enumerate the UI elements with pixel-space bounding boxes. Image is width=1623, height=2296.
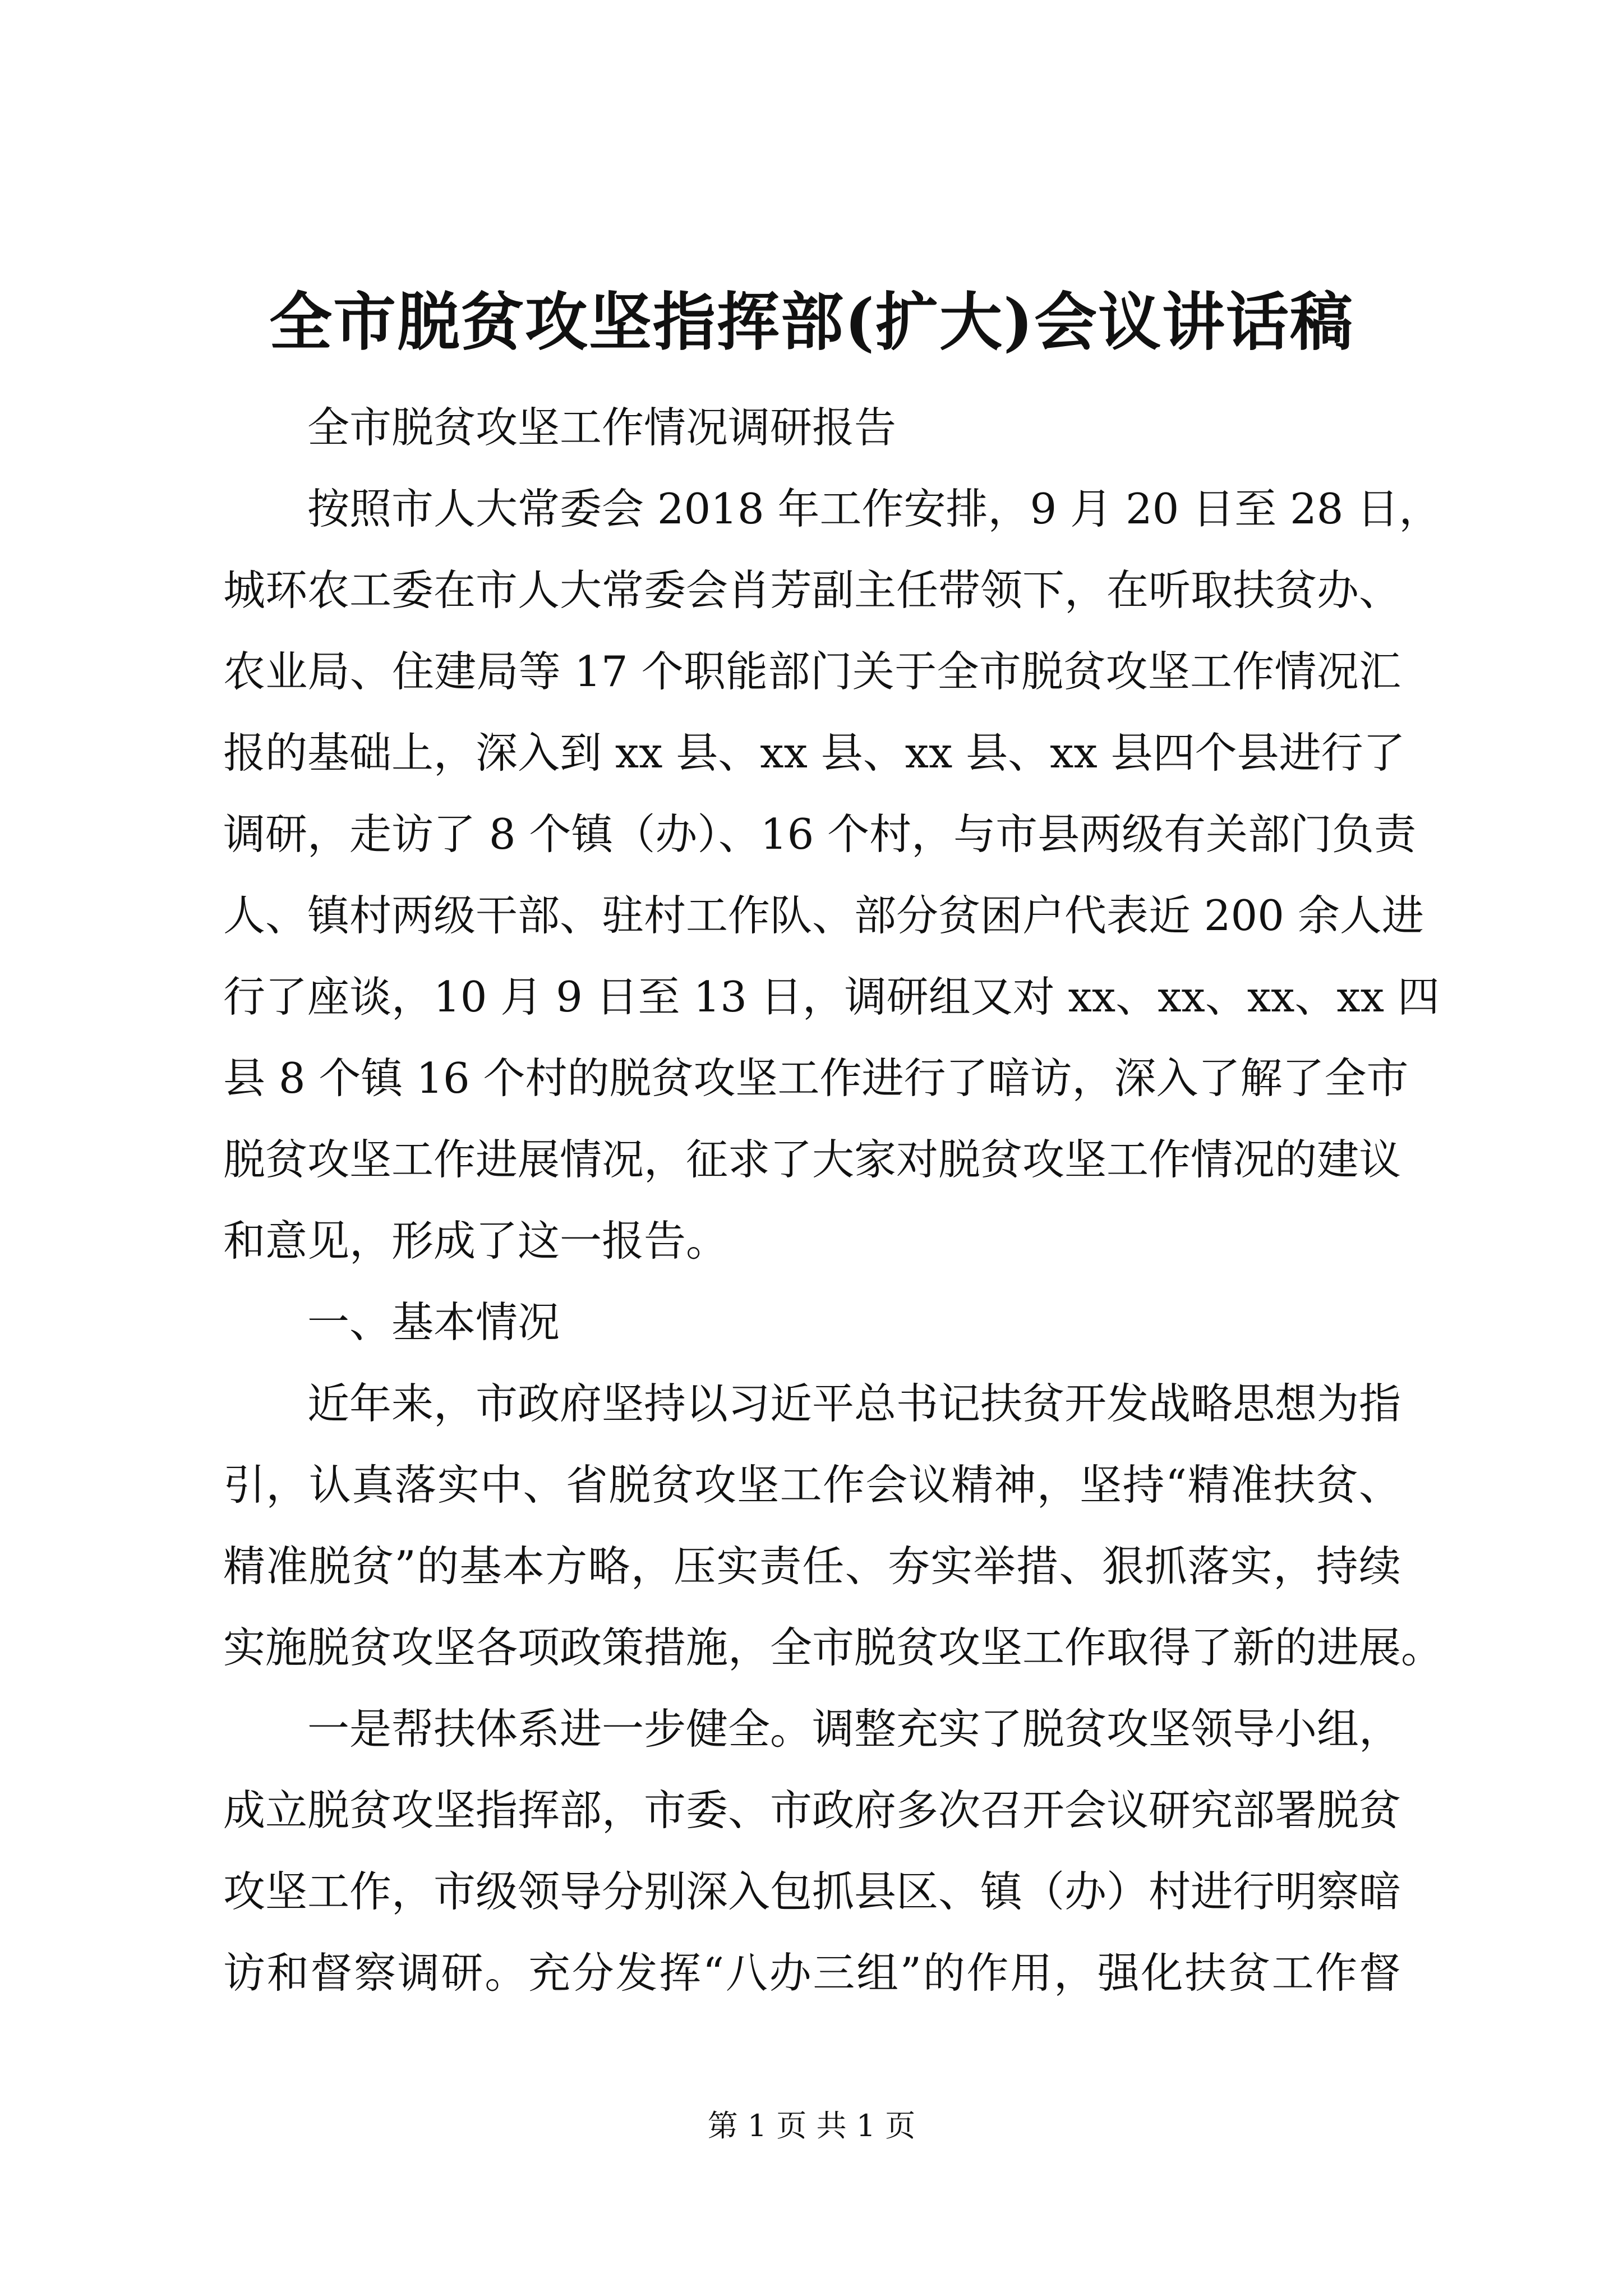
text-line: 农业局、住建局等 17 个职能部门关于全市脱贫攻坚工作情况汇: [223, 647, 1401, 696]
text-line: 和意见，形成了这一报告。: [223, 1216, 728, 1266]
text-line: 按照市人大常委会 2018 年工作安排，9 月 20 日至 28 日，: [307, 484, 1441, 533]
text-line: 县 8 个镇 16 个村的脱贫攻坚工作进行了暗访，深入了解了全市: [223, 1053, 1409, 1103]
text-line: 近年来，市政府坚持以习近平总书记扶贫开发战略思想为指: [307, 1379, 1401, 1428]
page-footer: 第 1 页 共 1 页: [707, 2108, 916, 2143]
text-line: 访和督察调研。充分发挥“八办三组”的作用，强化扶贫工作督: [223, 1948, 1401, 1998]
document-title: 全市脱贫攻坚指挥部(扩大)会议讲话稿: [269, 286, 1354, 359]
text-line: 人、镇村两级干部、驻村工作队、部分贫困户代表近 200 余人进: [223, 891, 1424, 940]
text-line: 行了座谈，10 月 9 日至 13 日，调研组又对 xx、xx、xx、xx 四: [223, 972, 1440, 1022]
text-line: 脱贫攻坚工作进展情况，征求了大家对脱贫攻坚工作情况的建议: [223, 1135, 1401, 1184]
text-line: 城环农工委在市人大常委会肖芳副主任带领下，在听取扶贫办、: [223, 565, 1401, 615]
text-line: 精准脱贫”的基本方略，压实责任、夯实举措、狠抓落实，持续: [223, 1542, 1401, 1591]
text-line: 引，认真落实中、省脱贫攻坚工作会议精神，坚持“精准扶贫、: [223, 1460, 1401, 1510]
text-line: 一、基本情况: [307, 1297, 560, 1347]
text-line: 报的基础上，深入到 xx 县、xx 县、xx 县、xx 县四个县进行了: [223, 728, 1405, 777]
document-body: [223, 387, 1444, 2014]
text-line: 攻坚工作，市级领导分别深入包抓县区、镇（办）村进行明察暗: [223, 1867, 1401, 1916]
text-line: 实施脱贫攻坚各项政策措施，全市脱贫攻坚工作取得了新的进展。: [223, 1623, 1444, 1672]
text-line: 成立脱贫攻坚指挥部，市委、市政府多次召开会议研究部署脱贫: [223, 1786, 1401, 1835]
text-line: 调研，走访了 8 个镇（办）、16 个村，与市县两级有关部门负责: [223, 809, 1417, 859]
text-line: 一是帮扶体系进一步健全。调整充实了脱贫攻坚领导小组，: [307, 1704, 1401, 1754]
text-line: 全市脱贫攻坚工作情况调研报告: [307, 403, 897, 452]
